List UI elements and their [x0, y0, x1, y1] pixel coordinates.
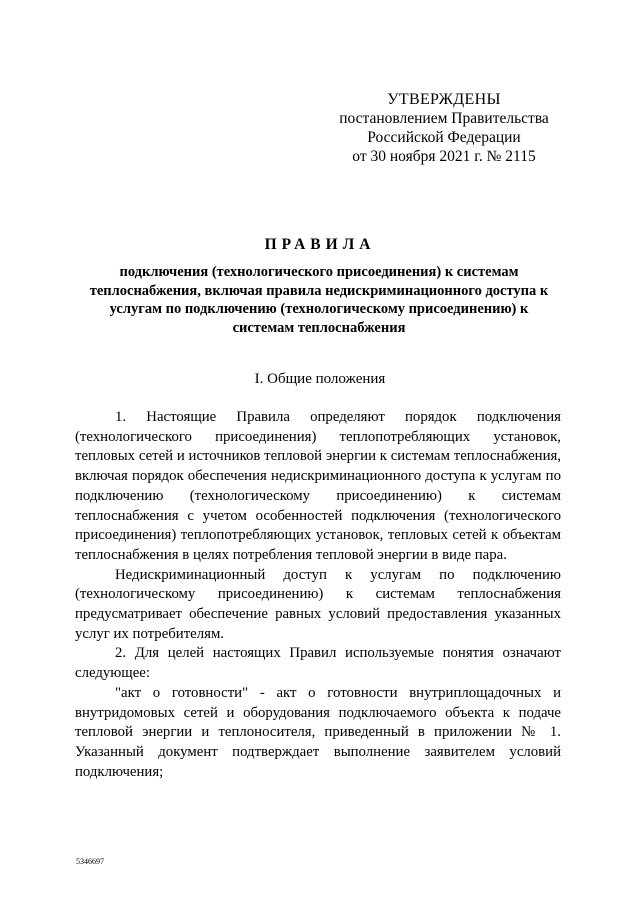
approval-line-2: Российской Федерации — [367, 129, 521, 146]
paragraph-1: 1. Настоящие Правила определяют порядок подключения (технологического присоединения) теплопотребляющих установок, тепловых сетей и источников тепловой энергии к системам теплоснабжения, включая порядок обеспечения недискриминационного доступа к услугам по подключению (технологическому присоединению) к системам теплоснабжения с учетом особенностей подключения (технологического присоединения) теплопотребляющих установок, тепловых сетей к объектам теплоснабжения в целях потребления тепловой энергии в виде пара. — [75, 409, 561, 563]
paragraph-4: "акт о готовности" - акт о готовности внутриплощадочных и внутридомовых сетей и оборудования подключаемого объекта к подаче тепловой энергии и теплоносителя, приведенный в приложении № 1. Указанный документ подтверждает выполнение заявителем условий подключения; — [75, 684, 561, 780]
document-code: 5346697 — [76, 857, 104, 866]
approval-line-1: постановлением Правительства — [339, 110, 549, 127]
section-body — [75, 408, 561, 782]
document-title: ПРАВИЛА — [264, 236, 376, 253]
section-heading: I. Общие положения — [254, 371, 386, 387]
approval-line-3: от 30 ноября 2021 г. № 2115 — [352, 148, 536, 165]
document-subtitle: подключения (технологического присоединения) к системам теплоснабжения, включая правила недискриминационного доступа к услугам по подключению (технологическому присоединению) к системам теплоснабжения — [89, 264, 549, 336]
paragraph-3: 2. Для целей настоящих Правил используемые понятия означают следующее: — [75, 645, 561, 682]
approval-title: УТВЕРЖДЕНЫ — [387, 91, 501, 108]
paragraph-2: Недискриминационный доступ к услугам по подключению (технологическому присоединению) к системам теплоснабжения предусматривает обеспечение равных условий предоставления указанных услуг их потребителям. — [75, 566, 561, 642]
approval-stamp — [330, 90, 558, 166]
